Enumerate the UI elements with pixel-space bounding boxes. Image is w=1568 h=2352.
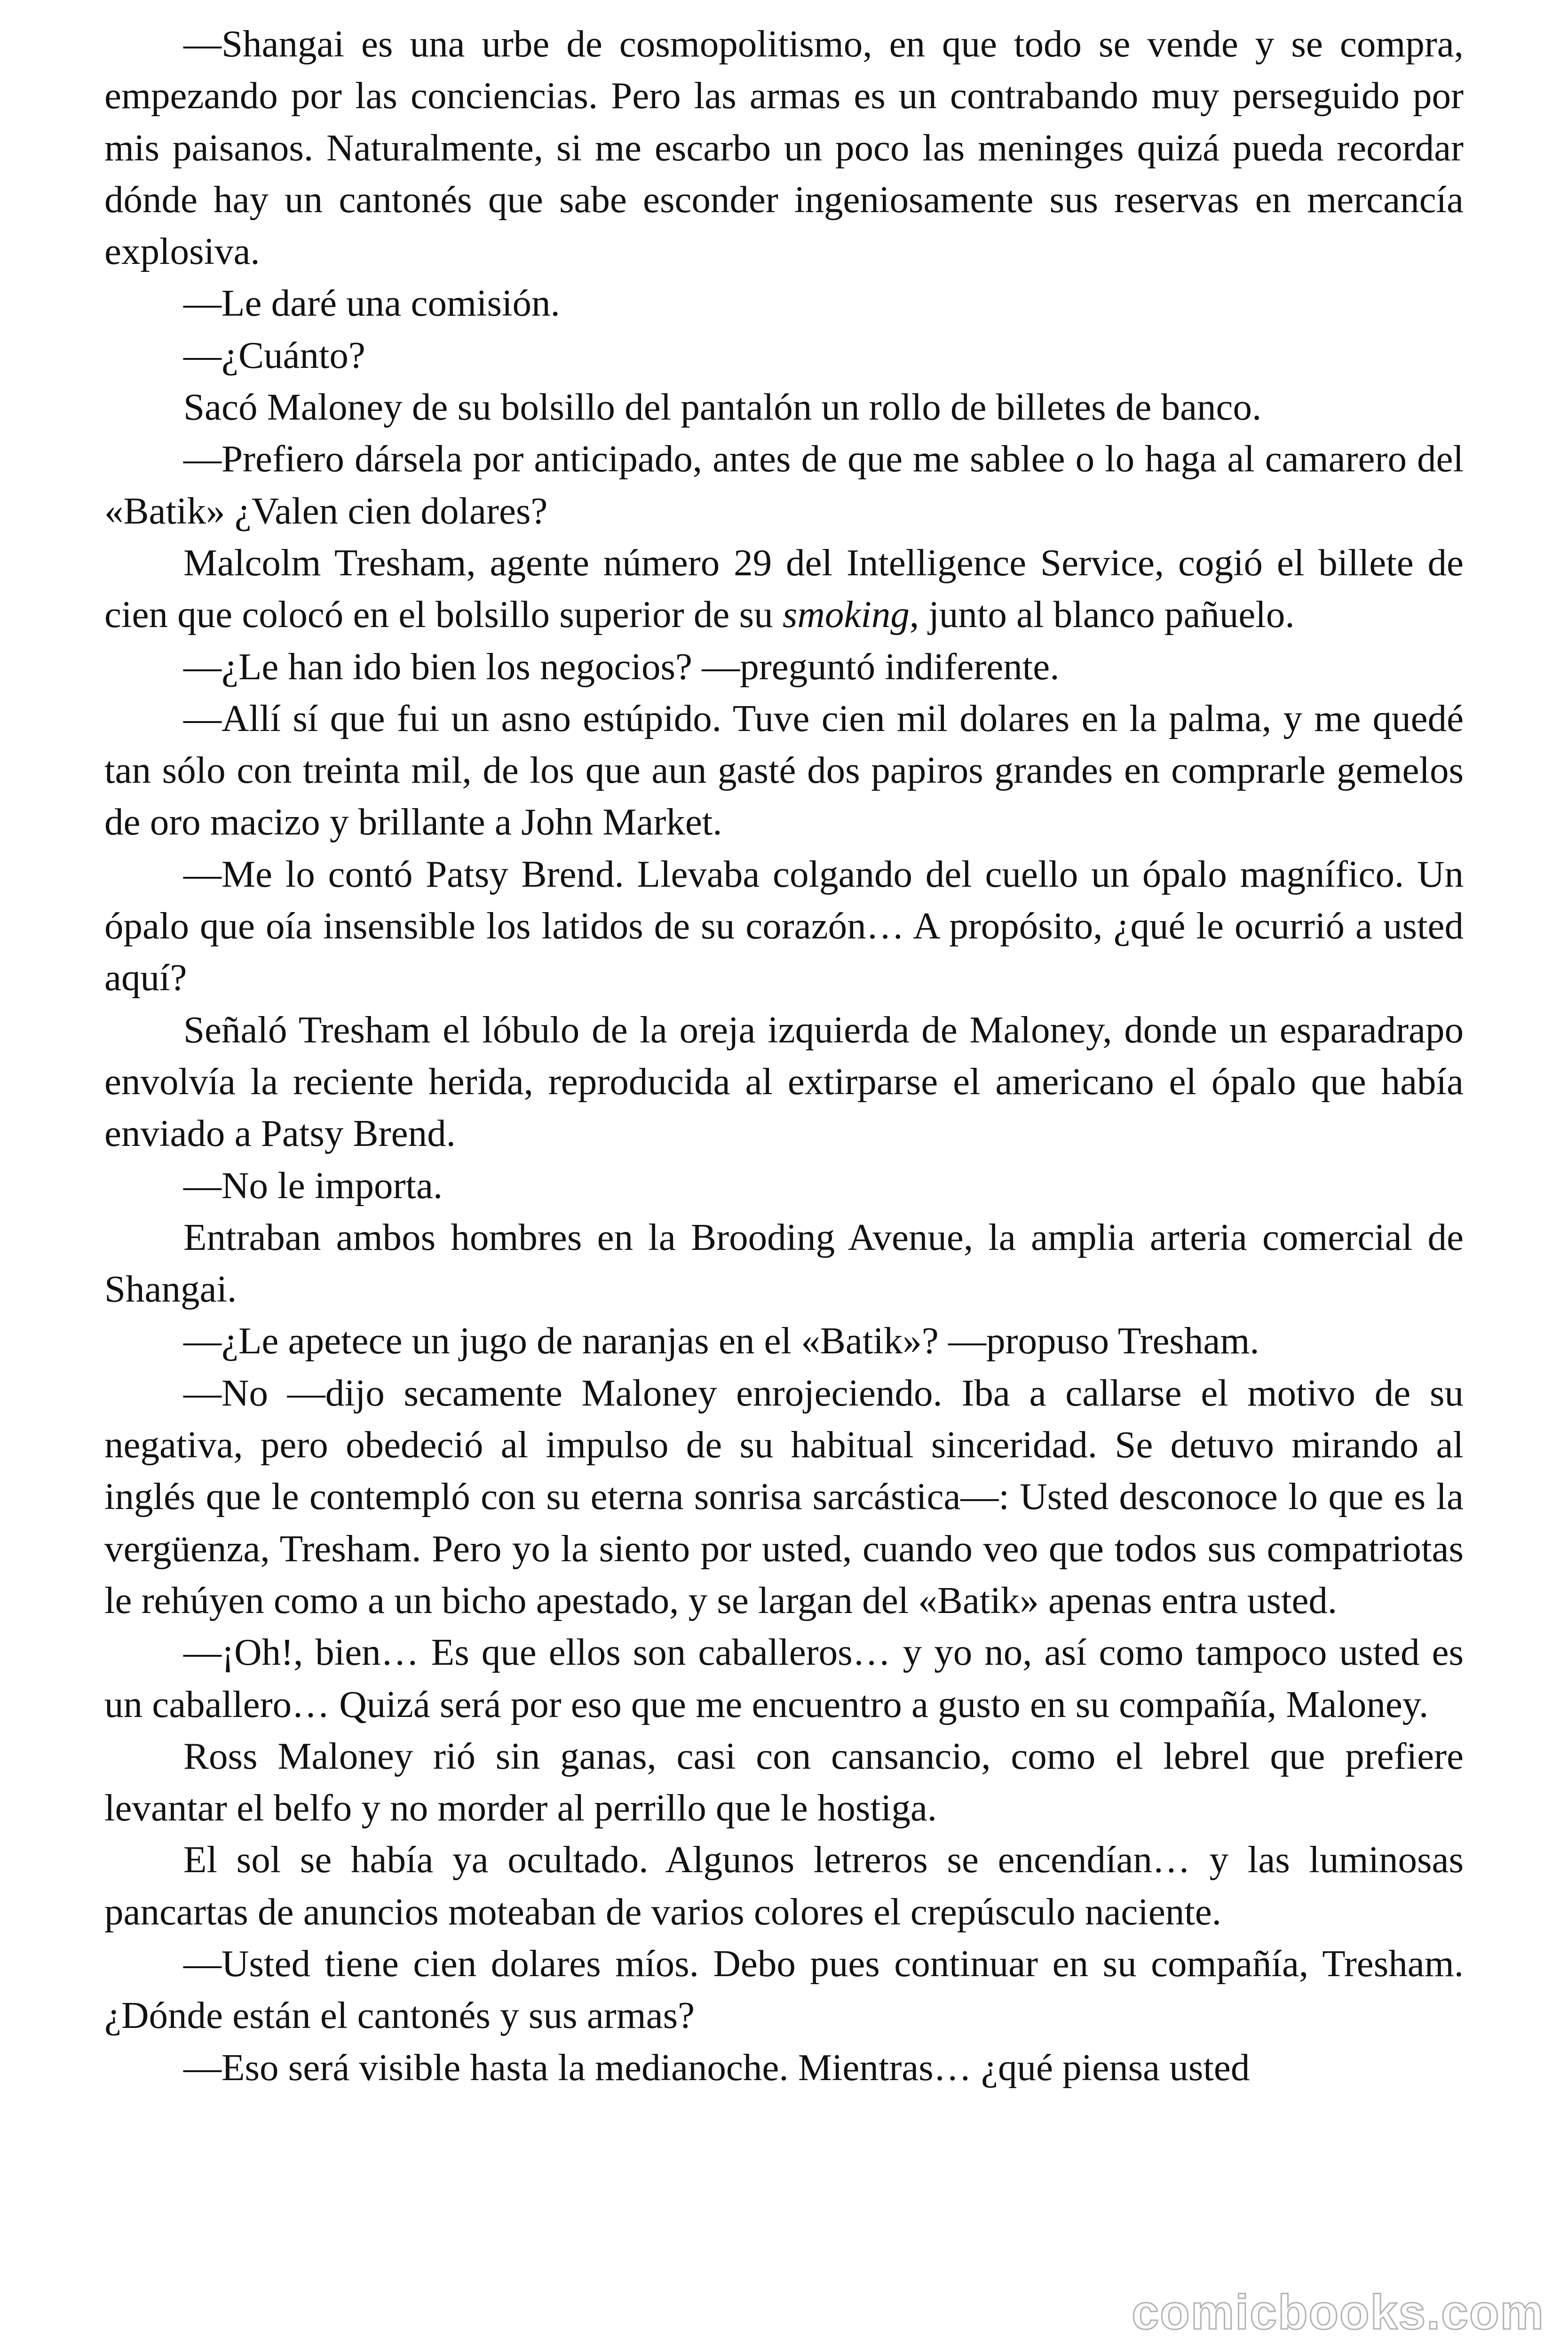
paragraph: —¿Le apetece un jugo de naranjas en el «Batik»? —propuso Tresham. [183,1319,1259,1362]
paragraph: —¿Cuánto? [183,334,365,376]
paragraph: —¡Oh!, bien… Es que ellos son caballeros… y yo no, así como tampoco usted es un caballero… Quizá será por eso que me encuentro a gusto en su compañía, Maloney. [104,1631,1464,1725]
paragraph: —Le daré una comisión. [183,282,560,325]
paragraph-text-before: Malcolm Tresham, agente número 29 del Intelligence Service, cogió el billete de cien que colocó en el bolsillo superior de su [104,541,1464,636]
paragraph: Ross Maloney rió sin ganas, casi con cansancio, como el lebrel que prefiere levantar el belfo y no morder al perrillo que le hostiga. [104,1734,1464,1829]
paragraph: —No —dijo secamente Maloney enrojeciendo. Iba a callarse el motivo de su negativa, pero obedeció al impulso de su habitual sinceridad. Se detuvo mirando al inglés que le contempló con su eterna sonrisa sarcástica—: Usted desconoce lo que es la vergüenza, Tresham. Pero yo la siento por usted, cuando veo que todos sus compatriotas le rehúyen como a un bicho apestado, y se largan del «Batik» apenas entra usted. [104,1371,1464,1621]
paragraph-text-after: , junto al blanco pañuelo. [909,593,1295,636]
paragraph: El sol se había ya ocultado. Algunos letreros se encendían… y las luminosas pancartas de anuncios moteaban de varios colores el crepúsculo naciente. [104,1838,1464,1933]
paragraph: Sacó Maloney de su bolsillo del pantalón un rollo de billetes de banco. [183,386,1262,429]
paragraph: —Usted tiene cien dolares míos. Debo pues continuar en su compañía, Tresham. ¿Dónde están el cantonés y sus armas? [104,1942,1464,2037]
paragraph: —Me lo contó Patsy Brend. Llevaba colgando del cuello un ópalo magnífico. Un ópalo que oía insensible los latidos de su corazón… A propósito, ¿qué le ocurrió a usted aquí? [104,852,1464,999]
paragraph: Señaló Tresham el lóbulo de la oreja izquierda de Maloney, donde un esparadrapo envolvía la reciente herida, reproducida al extirparse el americano el ópalo que había enviado a Patsy Brend. [104,1008,1464,1155]
paragraph: —Allí sí que fui un asno estúpido. Tuve cien mil dolares en la palma, y me quedé tan sólo con treinta mil, de los que aun gasté dos papiros grandes en comprarle gemelos de oro macizo y brillante a John Market. [104,697,1464,843]
paragraph-with-italic [104,537,1464,641]
page-text [104,18,1464,2337]
watermark: comicbooks.com [1132,2285,1544,2340]
paragraph: —No le importa. [183,1164,443,1207]
paragraph: —Eso será visible hasta la medianoche. Mientras… ¿qué piensa usted [183,2046,1250,2089]
paragraph: Entraban ambos hombres en la Brooding Avenue, la amplia arteria comercial de Shangai. [104,1216,1464,1311]
paragraph: —Prefiero dársela por anticipado, antes de que me sablee o lo haga al camarero del «Batik» ¿Valen cien dolares? [104,437,1464,532]
italic-word: smoking [782,593,910,636]
paragraph: —Shangai es una urbe de cosmopolitismo, en que todo se vende y se compra, empezando por las conciencias. Pero las armas es un contrabando muy perseguido por mis paisanos. Naturalmente, si me escarbo un poco las meninges quizá pueda recordar dónde hay un cantonés que sabe esconder ingeniosamente sus reservas en mercancía explosiva. [104,23,1464,273]
paragraph: —¿Le han ido bien los negocios? —preguntó indiferente. [183,645,1060,688]
